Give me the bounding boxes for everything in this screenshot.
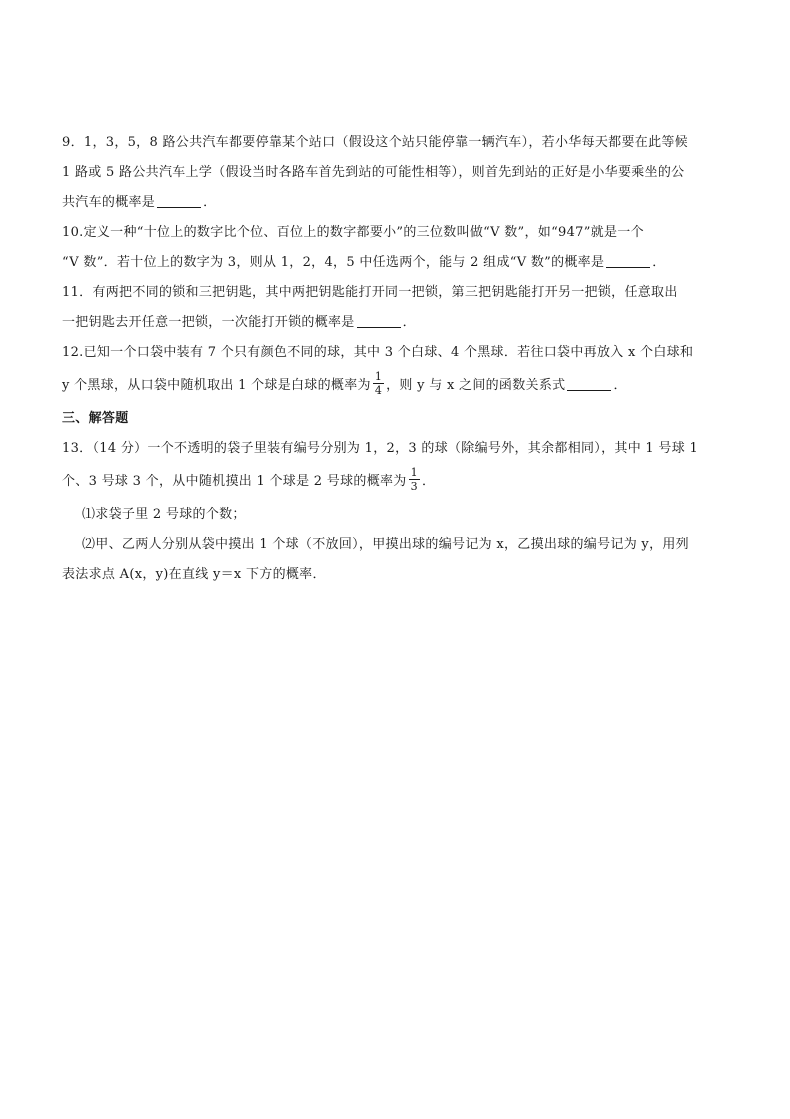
q11-period: ． [402, 315, 416, 330]
q12-period: ． [613, 378, 627, 393]
section-3-heading [62, 404, 726, 434]
q11-answer-blank [357, 313, 401, 328]
q12-answer-blank [567, 376, 611, 391]
q10-text-2: “V 数”．若十位上的数字为 3，则从 1，2，4，5 中任选两个，能与 2 组成“V 数”的概率是 [62, 255, 605, 270]
q12-line-2 [62, 368, 726, 404]
q10-line-1 [62, 218, 726, 248]
q12-text-2: y 个黑球，从口袋中随机取出 1 个球是白球的概率为 [62, 378, 371, 393]
q13-text-2: 个、3 号球 3 个，从中随机摸出 1 个球是 2 号球的概率为 [62, 474, 407, 489]
q13-fraction-denominator: 3 [410, 480, 418, 493]
q12-text-3: ，则 y 与 x 之间的函数关系式 [386, 378, 566, 393]
q13-line-2 [62, 464, 726, 500]
q13-part-2-text-1: ⑵甲、乙两人分别从袋中摸出 1 个球（不放回），甲摸出球的编号记为 x，乙摸出球的编号记为 y，用列 [82, 537, 689, 552]
q9-line-1 [62, 128, 726, 158]
q10-period: ． [652, 255, 666, 270]
q13-period: ． [421, 474, 436, 489]
q13-part-2-line-1 [62, 530, 726, 560]
q13-text-1: 13．（14 分）一个不透明的袋子里装有编号分别为 1，2，3 的球（除编号外，其余都相同），其中 1 号球 1 [62, 441, 699, 456]
q13-part-2-line-2 [62, 560, 726, 590]
q9-text-2: 1 路或 5 路公共汽车上学（假设当时各路车首先到站的可能性相等），则首先到站的正好是小华要乘坐的公 [62, 165, 685, 180]
q12-text-1: 12.已知一个口袋中装有 7 个只有颜色不同的球，其中 3 个白球、4 个黑球．若往口袋中再放入 x 个白球和 [62, 345, 694, 360]
q9-answer-blank [157, 193, 201, 208]
q12-fraction [373, 370, 384, 397]
q9-period: ． [203, 195, 217, 210]
document-content [62, 128, 726, 590]
q11-line-1 [62, 278, 726, 308]
q13-part-1-text: ⑴求袋子里 2 号球的个数； [82, 507, 246, 522]
q12-fraction-numerator: 1 [374, 370, 383, 383]
q9-text-3: 共汽车的概率是 [62, 195, 156, 210]
q12-line-1 [62, 338, 726, 368]
q13-part-1 [62, 500, 726, 530]
q9-line-2 [62, 158, 726, 188]
q10-line-2 [62, 248, 726, 278]
q9-text-1: 9．1，3，5，8 路公共汽车都要停靠某个站口（假设这个站只能停靠一辆汽车），若小华每天都要在此等候 [62, 135, 688, 150]
q11-text-1: 11．有两把不同的锁和三把钥匙，其中两把钥匙能打开同一把锁，第三把钥匙能打开另一把锁，任意取出 [62, 285, 678, 300]
q11-line-2 [62, 308, 726, 338]
q13-part-2-text-2: 表法求点 A(x，y)在直线 y＝x 下方的概率． [62, 567, 326, 582]
q10-text-1: 10.定义一种“十位上的数字比个位、百位上的数字都要小”的三位数叫做“V 数”，如“947”就是一个 [62, 225, 644, 240]
q11-text-2: 一把钥匙去开任意一把锁，一次能打开锁的概率是 [62, 315, 355, 330]
q13-fraction-numerator: 1 [410, 466, 418, 479]
q12-fraction-denominator: 4 [374, 384, 383, 397]
q13-line-1 [62, 434, 726, 464]
q13-fraction [409, 466, 420, 493]
q9-line-3 [62, 188, 726, 218]
section-3-title: 三、解答题 [62, 411, 129, 426]
q10-answer-blank [606, 253, 650, 268]
